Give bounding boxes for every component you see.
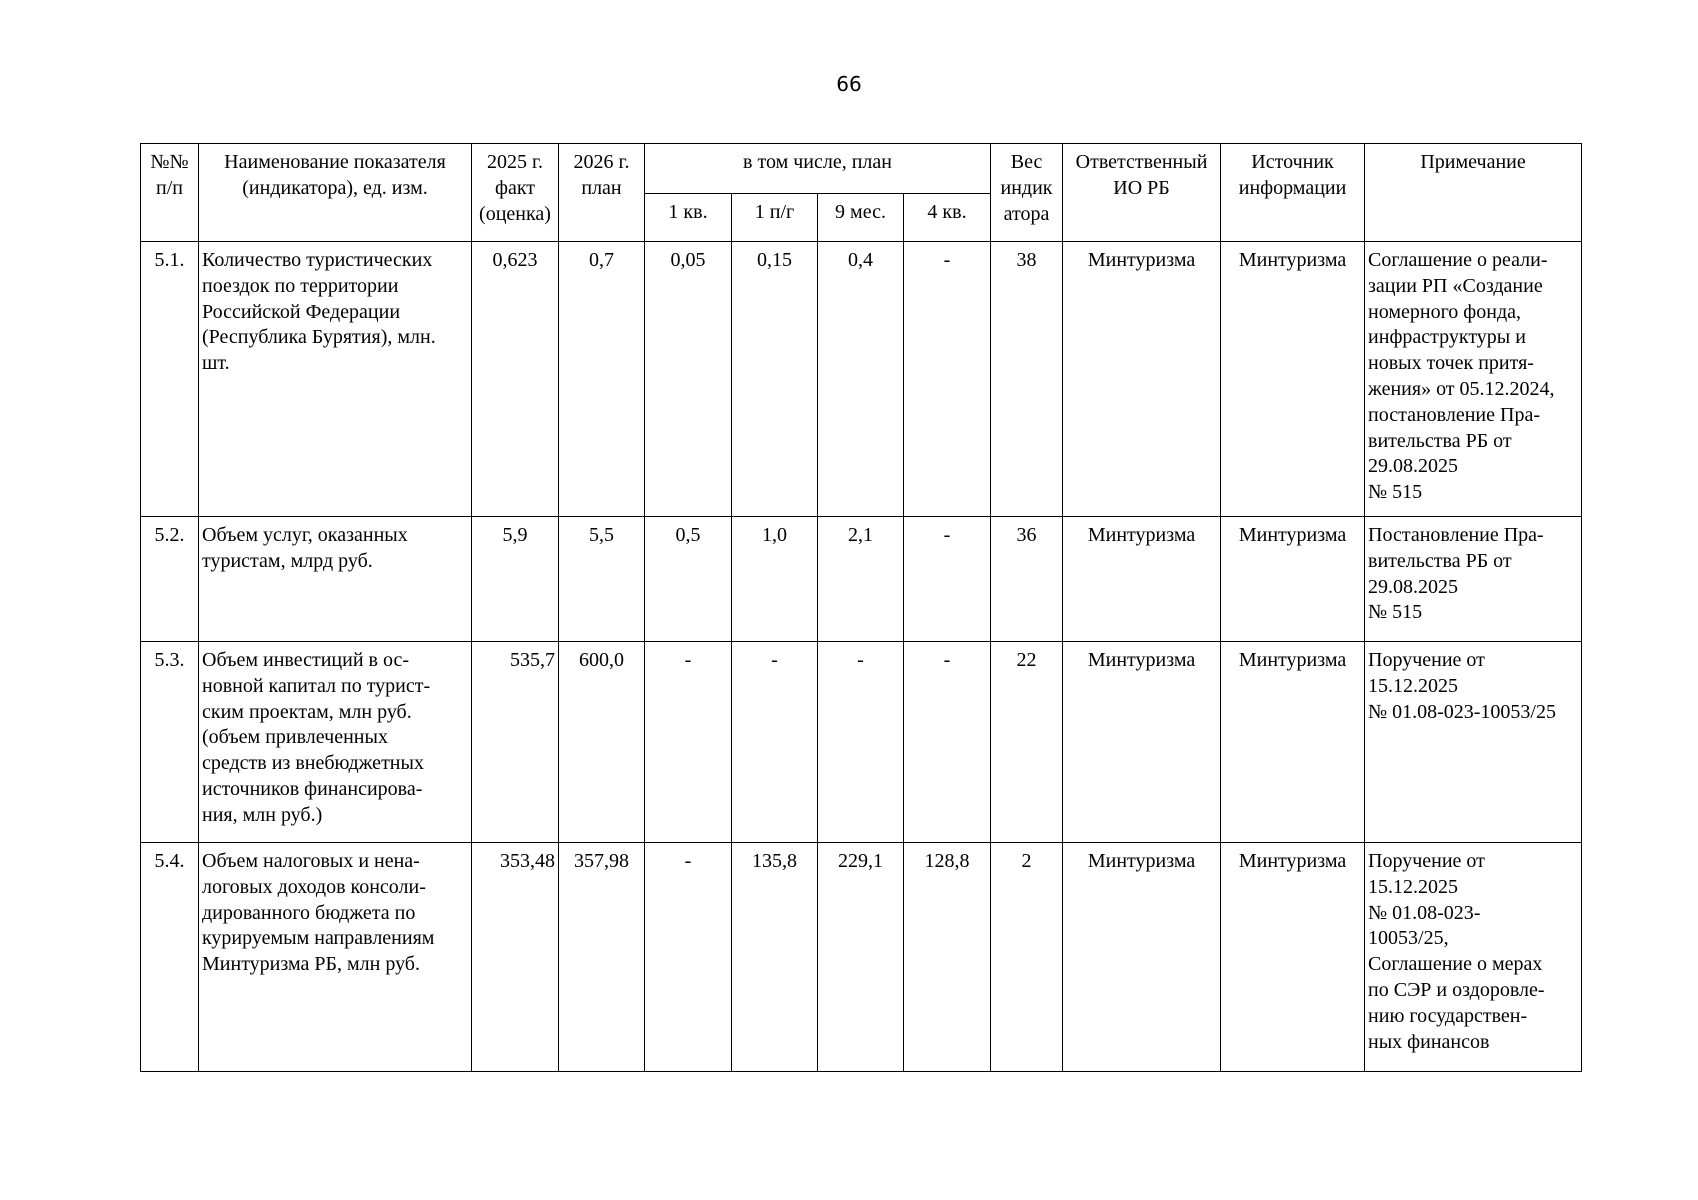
row-note: Поручение от 15.12.2025 № 01.08-023- 10053/25, Соглашение о мерах по СЭР и оздоровле- нию государствен- ных финансов bbox=[1365, 843, 1582, 1072]
row-plan-2026: 357,98 bbox=[559, 843, 645, 1072]
row-q1: - bbox=[645, 843, 732, 1072]
row-q4: - bbox=[904, 242, 991, 517]
row-9m: 229,1 bbox=[818, 843, 904, 1072]
table-row bbox=[141, 843, 1582, 1072]
table-header bbox=[141, 144, 1582, 242]
row-9m: 0,4 bbox=[818, 242, 904, 517]
row-indicator-name: Объем налоговых и нена- логовых доходов консоли- дированного бюджета по курируемым направлениям Минтуризма РБ, млн руб. bbox=[199, 843, 472, 1072]
header-responsible: Ответственный ИО РБ bbox=[1063, 144, 1221, 242]
row-note: Постановление Пра- вительства РБ от 29.08.2025 № 515 bbox=[1365, 517, 1582, 642]
row-h1: - bbox=[732, 642, 818, 843]
header-9m: 9 мес. bbox=[818, 194, 904, 242]
row-source: Минтуризма bbox=[1221, 517, 1365, 642]
row-q4: 128,8 bbox=[904, 843, 991, 1072]
row-h1: 135,8 bbox=[732, 843, 818, 1072]
table-body bbox=[141, 242, 1582, 1072]
row-fact-2025: 535,7 bbox=[472, 642, 559, 843]
row-h1: 0,15 bbox=[732, 242, 818, 517]
header-h1: 1 п/г bbox=[732, 194, 818, 242]
row-h1: 1,0 bbox=[732, 517, 818, 642]
row-fact-2025: 353,48 bbox=[472, 843, 559, 1072]
row-note: Соглашение о реали- зации РП «Создание номерного фонда, инфраструктуры и новых точек притя- жения» от 05.12.2024, постановление Пра- вительства РБ от 29.08.2025 № 515 bbox=[1365, 242, 1582, 517]
row-weight: 22 bbox=[991, 642, 1063, 843]
row-responsible: Минтуризма bbox=[1063, 517, 1221, 642]
table-row bbox=[141, 642, 1582, 843]
row-plan-2026: 0,7 bbox=[559, 242, 645, 517]
header-q4: 4 кв. bbox=[904, 194, 991, 242]
row-q4: - bbox=[904, 642, 991, 843]
row-responsible: Минтуризма bbox=[1063, 642, 1221, 843]
row-responsible: Минтуризма bbox=[1063, 843, 1221, 1072]
row-q1: 0,05 bbox=[645, 242, 732, 517]
table-row bbox=[141, 517, 1582, 642]
header-q1: 1 кв. bbox=[645, 194, 732, 242]
row-indicator-name: Количество туристических поездок по территории Российской Федерации (Республика Бурятия), млн. шт. bbox=[199, 242, 472, 517]
row-fact-2025: 5,9 bbox=[472, 517, 559, 642]
row-plan-2026: 5,5 bbox=[559, 517, 645, 642]
row-source: Минтуризма bbox=[1221, 242, 1365, 517]
row-9m: - bbox=[818, 642, 904, 843]
row-q1: - bbox=[645, 642, 732, 843]
row-indicator-name: Объем инвестиций в ос- новной капитал по турист- ским проектам, млн руб. (объем привлеченных средств из внебюджетных источников финансирова- ния, млн руб.) bbox=[199, 642, 472, 843]
row-weight: 36 bbox=[991, 517, 1063, 642]
row-indicator-name: Объем услуг, оказанных туристам, млрд руб. bbox=[199, 517, 472, 642]
row-q1: 0,5 bbox=[645, 517, 732, 642]
header-name: Наименование показателя (индикатора), ед. изм. bbox=[199, 144, 472, 242]
header-num: №№ п/п bbox=[141, 144, 199, 242]
row-num: 5.3. bbox=[141, 642, 199, 843]
row-q4: - bbox=[904, 517, 991, 642]
header-including-plan: в том числе, план bbox=[645, 144, 991, 194]
row-fact-2025: 0,623 bbox=[472, 242, 559, 517]
table-row bbox=[141, 242, 1582, 517]
header-plan-2026: 2026 г. план bbox=[559, 144, 645, 242]
row-responsible: Минтуризма bbox=[1063, 242, 1221, 517]
header-note: Примечание bbox=[1365, 144, 1582, 242]
row-9m: 2,1 bbox=[818, 517, 904, 642]
row-source: Минтуризма bbox=[1221, 642, 1365, 843]
header-source: Источник информации bbox=[1221, 144, 1365, 242]
row-note: Поручение от 15.12.2025 № 01.08-023-10053/25 bbox=[1365, 642, 1582, 843]
row-num: 5.4. bbox=[141, 843, 199, 1072]
header-weight: Вес индик атора bbox=[991, 144, 1063, 242]
indicators-table bbox=[140, 143, 1582, 1072]
row-weight: 38 bbox=[991, 242, 1063, 517]
row-num: 5.2. bbox=[141, 517, 199, 642]
row-plan-2026: 600,0 bbox=[559, 642, 645, 843]
page-number: 66 bbox=[836, 72, 862, 96]
header-fact-2025: 2025 г. факт (оценка) bbox=[472, 144, 559, 242]
row-weight: 2 bbox=[991, 843, 1063, 1072]
row-num: 5.1. bbox=[141, 242, 199, 517]
row-source: Минтуризма bbox=[1221, 843, 1365, 1072]
